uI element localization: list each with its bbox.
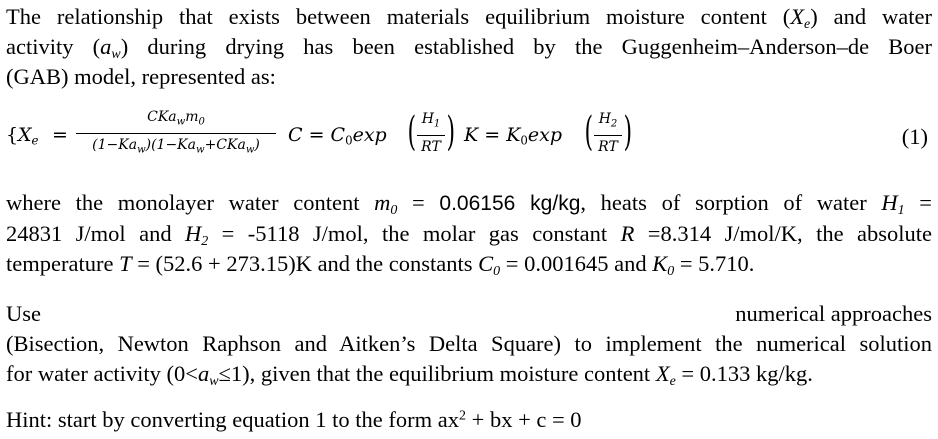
eq-fraction-h2: $H_2$ RT [594,110,622,156]
eq-c-definition: $C = C_0\exp$ [288,124,387,148]
constants-line-1: where the monolayer water content $m_0 = 0.06156$ kg/kg, heats of sorption of water $H_1$ = [6,190,932,219]
task-line-1: Use numerical approaches [6,301,932,326]
eq-fraction-h1: $H_1$ RT [417,110,445,156]
intro-line-3: (GAB) model, represented as: [6,64,276,89]
paren-left-1: ( [407,109,417,155]
hint-line: Hint: start by converting equation 1 to the form $ax^2$ + bx + c = 0 [6,407,582,432]
equation-number: (1) [901,124,928,149]
intro-line-2: activity $(a_w)$ during drying has been established by the Guggenheim–Anderson–de Boer [6,34,932,63]
constants-paragraph [6,188,932,279]
constants-line-2: 24831 J/mol and $H_2 = -5118$ J/mol, the molar gas constant R =8.314 J/mol/K, the absolute [6,221,932,250]
eq-lhs: $X_e$ [18,124,39,148]
fraction-denominator: $(1-Ka_w)(1-Ka_w+CKa_w)$ [92,136,260,155]
fraction-numerator: $CKa_wm_0$ [147,109,205,128]
paren-right-2: ) [623,109,633,155]
intro-line-1: The relationship that exists between materials equilibrium moisture content $(X_e)$ and water [6,4,932,33]
eq-fraction-xe [76,108,276,159]
intro-paragraph [6,2,932,92]
eq-open-brace: { [6,124,19,146]
paren-right-1: ) [446,109,456,155]
hint-paragraph [6,405,932,435]
eq-equals: = [52,124,68,146]
task-line-3: for water activity $(0<a_w\le 1)$, given that the equilibrium moisture content $X_e = 0.133$ kg/kg. [6,361,813,390]
task-paragraph [6,299,932,389]
paren-left-2: ( [584,109,594,155]
task-line-2: (Bisection, Newton Raphson and Aitken’s Delta Square) to implement the numerical solution [6,331,932,356]
constants-line-3: temperature T = (52.6 + 273.15)K and the constants $C_0 = 0.001645$ and $K_0 = 5.710$. [6,251,755,280]
gab-equation [6,106,932,170]
eq-k-definition: $K = K_0\exp$ [464,124,563,148]
